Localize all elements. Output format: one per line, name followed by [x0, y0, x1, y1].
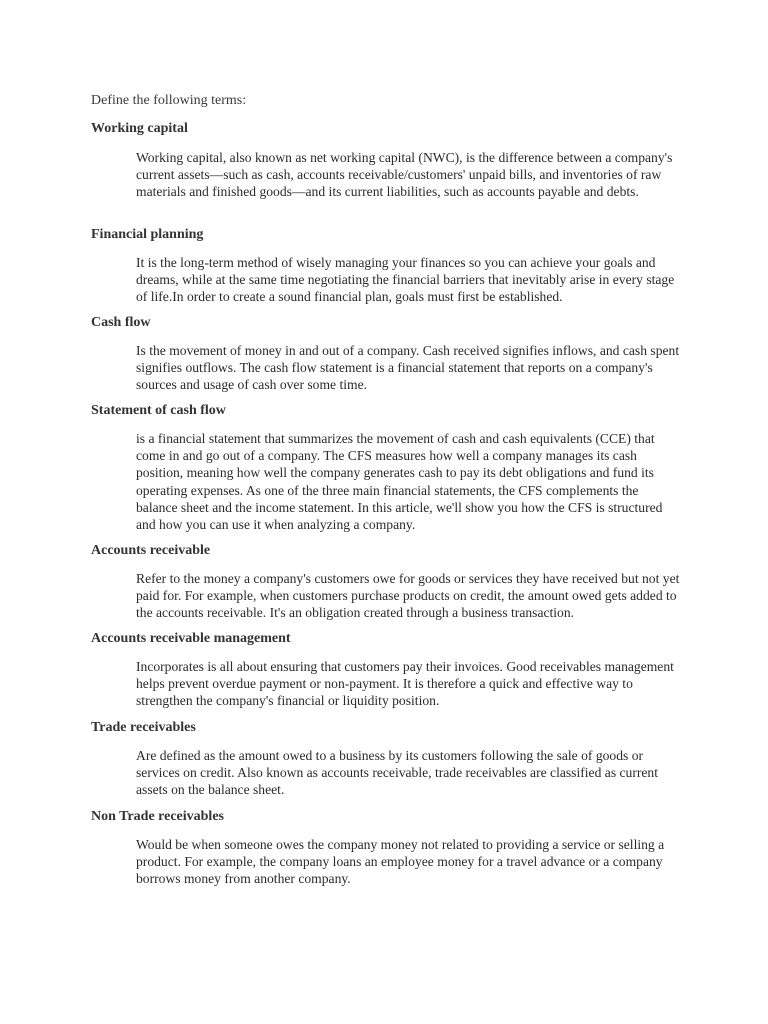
term-heading: Working capital — [91, 121, 188, 136]
term-heading: Financial planning — [91, 227, 204, 242]
term-definition: Incorporates is all about ensuring that customers pay their invoices. Good receivables management helps prevent overdue payment or non-payment. It is therefore a quick and effective way to strengthen the company's financial or liquidity position. — [136, 659, 674, 709]
term-definition: Refer to the money a company's customers owe for goods or services they have received but not yet paid for. For example, when customers purchase products on credit, the amount owed gets added to the accounts receivable. It's an obligation created through a business transaction. — [136, 571, 680, 621]
term-definition: Is the movement of money in and out of a company. Cash received signifies inflows, and cash spent signifies outflows. The cash flow statement is a financial statement that reports on a company's sources and usage of cash over some time. — [136, 343, 680, 393]
term-cash-flow — [91, 314, 691, 394]
term-statement-of-cash-flow — [91, 402, 691, 533]
term-financial-planning — [91, 226, 691, 306]
term-heading: Cash flow — [91, 315, 151, 330]
term-definition: It is the long-term method of wisely managing your finances so you can achieve your goals and dreams, while at the same time negotiating the financial barriers that inevitably arise in every stage of life.In order to create a sound financial plan, goals must first be established. — [136, 255, 675, 305]
term-heading: Trade receivables — [91, 720, 196, 735]
term-trade-receivables — [91, 719, 691, 799]
term-definition: Working capital, also known as net working capital (NWC), is the difference between a company's current assets—such as cash, accounts receivable/customers' unpaid bills, and inventories of raw materials and finished goods—and its current liabilities, such as accounts payable and debts. — [136, 150, 673, 200]
term-definition: Would be when someone owes the company money not related to providing a service or selling a product. For example, the company loans an employee money for a travel advance or a company borrows money from another company. — [136, 837, 665, 887]
term-heading: Accounts receivable — [91, 543, 211, 558]
term-heading: Non Trade receivables — [91, 809, 224, 824]
term-heading: Statement of cash flow — [91, 403, 226, 418]
term-definition: is a financial statement that summarizes the movement of cash and cash equivalents (CCE) that come in and go out of a company. The CFS measures how well a company manages its cash position, meaning how well the company generates cash to pay its debt obligations and fund its operating expenses. As one of the three main financial statements, the CFS complements the balance sheet and the income statement. In this article, we'll show you how the CFS is structured and how you can use it when analyzing a company. — [136, 431, 663, 533]
term-heading: Accounts receivable management — [91, 631, 291, 646]
term-accounts-receivable — [91, 542, 691, 622]
intro-text: Define the following terms: — [91, 93, 247, 108]
term-definition: Are defined as the amount owed to a business by its customers following the sale of goods or services on credit. Also known as accounts receivable, trade receivables are classified as current assets on the balance sheet. — [136, 748, 658, 798]
term-working-capital — [91, 120, 691, 201]
term-accounts-receivable-management — [91, 630, 691, 710]
term-non-trade-receivables — [91, 808, 691, 888]
